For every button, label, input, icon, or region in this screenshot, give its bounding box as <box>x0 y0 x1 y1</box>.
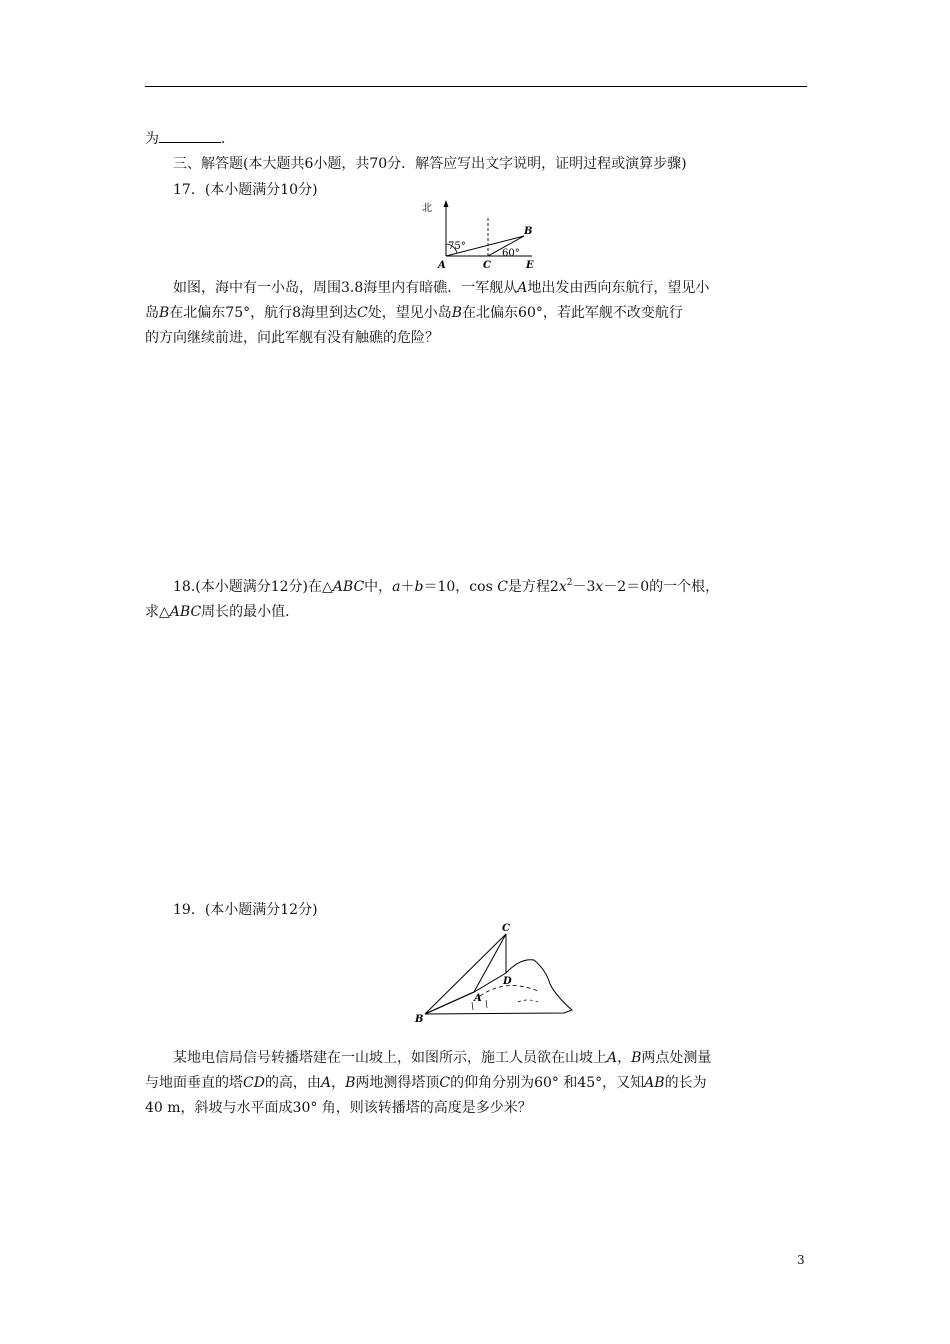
q19-text-line-3: 40 m，斜坡与水平面成30° 角，则该转播塔的高度是多少米？ <box>145 1100 532 1116</box>
q17-text-line-2: 岛B在北偏东75°，航行8海里到达C处，望见小岛B在北偏东60°，若此军舰不改变航行 <box>145 305 683 321</box>
q19-header: 19．(本小题满分12分) <box>173 902 318 918</box>
q17-figure <box>420 196 560 270</box>
q19-text-line-1: 某地电信局信号转播塔建在一山坡上，如图所示，施工人员欲在山坡上A，B两点处测量 <box>173 1050 712 1066</box>
q17-text-line-1: 如图，海中有一小岛，周围3.8海里内有暗礁．一军舰从A地出发由西向东航行，望见小 <box>173 280 710 296</box>
q19-text-line-2: 与地面垂直的塔CD的高，由A，B两地测得塔顶C的仰角分别为60° 和45°，又知AB的长为 <box>145 1075 707 1091</box>
point-c-label: C <box>502 923 510 934</box>
q17-header: 17．(本小题满分10分) <box>173 182 318 198</box>
point-a-label: A <box>474 993 482 1004</box>
q18-text-line-2: 求△ABC周长的最小值． <box>145 604 300 620</box>
page-number: 3 <box>797 1253 805 1267</box>
point-a-label: A <box>438 260 446 270</box>
north-label: 北 <box>422 203 432 214</box>
section-heading: 三、解答题(本大题共6小题，共70分．解答应写出文字说明，证明过程或演算步骤) <box>173 156 687 172</box>
q19-figure <box>410 918 580 1024</box>
point-b-label: B <box>524 226 533 237</box>
point-b-label: B <box>415 1014 424 1024</box>
point-c-label: C <box>483 260 491 270</box>
angle-60-label: 60° <box>502 248 520 259</box>
header-rule <box>145 86 807 87</box>
q17-text-line-3: 的方向继续前进，问此军舰有没有触礁的危险？ <box>145 330 439 346</box>
fill-blank-line: 为 . <box>145 128 807 149</box>
q18-text-line-1: 18.(本小题满分12分)在△ABC中，a＋b＝10，cos C是方程$2x^2-3x-2=0$的一个根， <box>173 578 720 595</box>
point-e-label: E <box>526 260 534 270</box>
point-d-label: D <box>503 976 512 987</box>
answer-blank <box>159 128 221 143</box>
angle-75-label: 75° <box>448 241 466 252</box>
